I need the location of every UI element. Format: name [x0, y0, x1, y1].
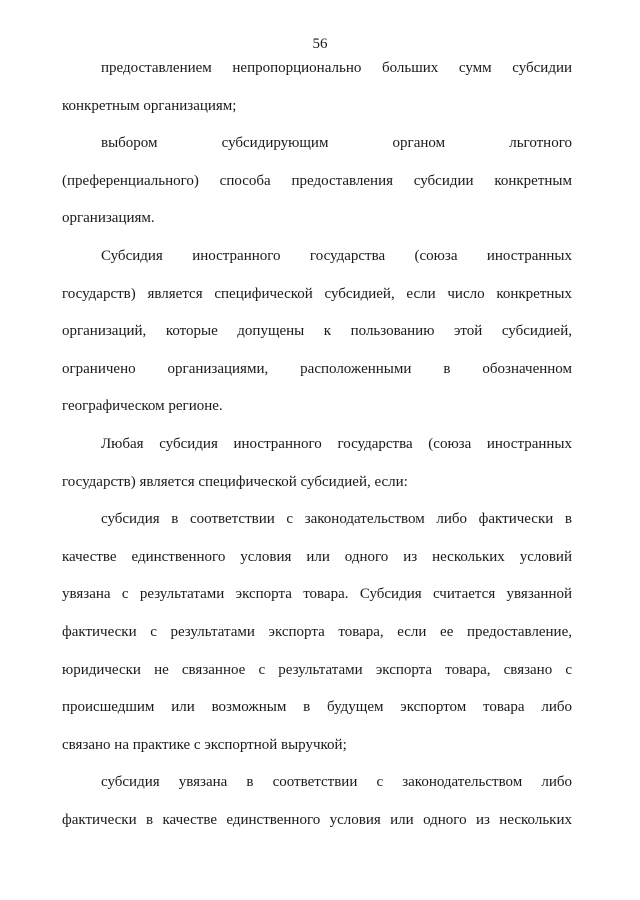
text-line: Любая субсидия иностранного государства (союза иностранных: [101, 435, 572, 452]
text-line: (преференциального) способа предоставления субсидии конкретным: [62, 172, 572, 189]
text-line: качестве единственного условия или одного из нескольких условий: [62, 548, 572, 565]
text-line: связано на практике с экспортной выручкой;: [62, 736, 347, 753]
page-number: 56: [312, 36, 328, 52]
text-line: предоставлением непропорционально больших сумм субсидии: [101, 60, 572, 76]
text-line: государств) является специфической субсидией, если число конкретных: [62, 285, 572, 302]
text-line: юридически не связанное с результатами экспорта товара, связано с: [62, 661, 572, 678]
text-line: государств) является специфической субсидией, если:: [62, 473, 408, 490]
body-text: [62, 50, 572, 839]
text-line: географическом регионе.: [62, 398, 223, 415]
text-line: Субсидия иностранного государства (союза иностранных: [101, 247, 572, 264]
text-line: субсидия увязана в соответствии с законодательством либо: [101, 774, 572, 791]
text-line: фактически с результатами экспорта товара, если ее предоставление,: [62, 623, 572, 640]
text-line: ограничено организациями, расположенными в обозначенном: [62, 360, 572, 377]
text-line: выбором субсидирующим органом льготного: [101, 135, 572, 152]
text-line: конкретным организациям;: [62, 97, 237, 114]
text-line: фактически в качестве единственного условия или одного из нескольких: [62, 811, 572, 828]
text-line: организациям.: [62, 210, 155, 227]
text-line: происшедшим или возможным в будущем экспортом товара либо: [62, 699, 572, 716]
text-line: субсидия в соответствии с законодательством либо фактически в: [101, 511, 572, 528]
text-line: организаций, которые допущены к пользованию этой субсидией,: [62, 323, 572, 340]
text-line: увязана с результатами экспорта товара. Субсидия считается увязанной: [62, 586, 572, 603]
